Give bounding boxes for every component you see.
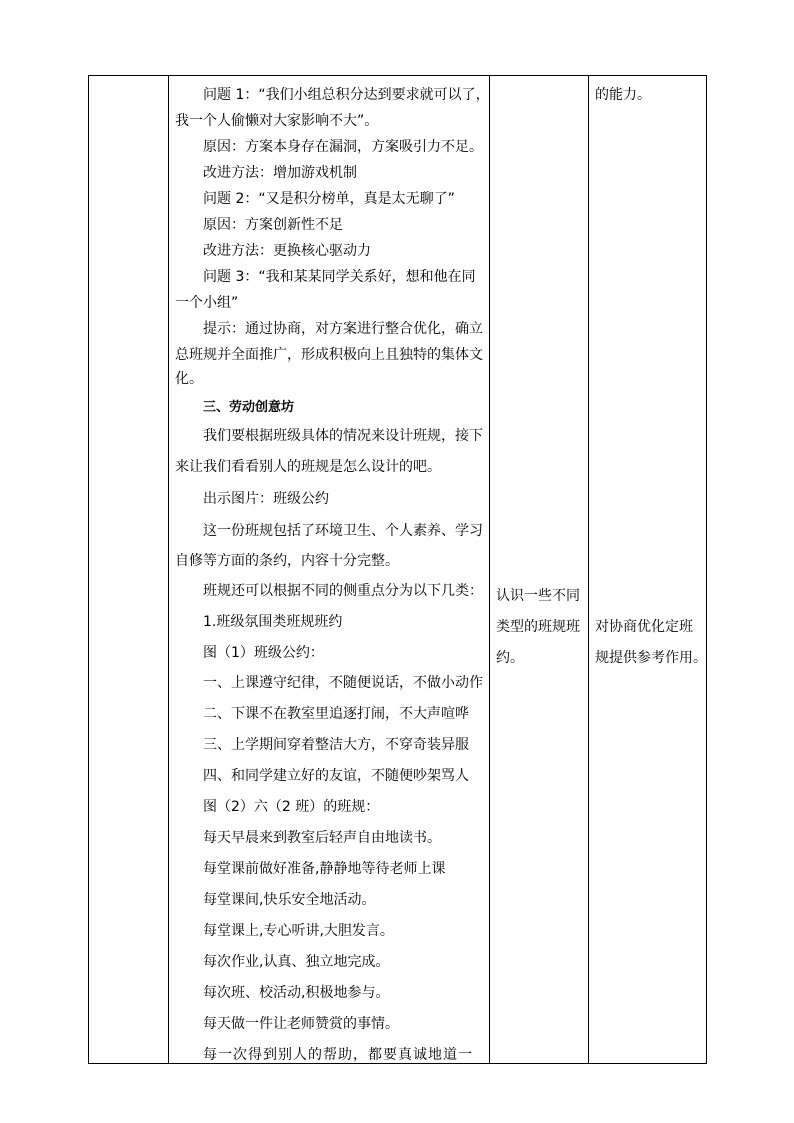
column-divider xyxy=(489,76,490,1063)
text-line: 改进方法：更换核心驱动力 xyxy=(203,243,371,259)
text-line: 我们要根据班级具体的情况来设计班规，接下 xyxy=(203,428,483,444)
text-line: 一个小组” xyxy=(175,295,239,311)
text-line: 我一个人偷懒对大家影响不大”。 xyxy=(175,113,379,129)
text-line: 每天早晨来到教室后轻声自由地读书。 xyxy=(203,830,441,846)
text-line: 原因：方案本身存在漏洞，方案吸引力不足。 xyxy=(203,139,483,155)
text-line: 来让我们看看别人的班规是怎么设计的吧。 xyxy=(175,459,441,475)
text-line: 每一次得到别人的帮助，都要真诚地道一 xyxy=(203,1047,473,1063)
text-line: 每堂课间,快乐安全地活动。 xyxy=(203,892,376,908)
text-line: 出示图片：班级公约 xyxy=(203,491,329,507)
text-line: 提示：通过协商，对方案进行整合优化，确立 xyxy=(203,321,483,337)
text-line: 三、上学期间穿着整洁大方，不穿奇装异服 xyxy=(203,737,469,753)
text-line: 每次作业,认真、独立地完成。 xyxy=(203,954,390,970)
student-activity-line: 认识一些不同 xyxy=(496,588,580,604)
text-line: 改进方法：增加游戏机制 xyxy=(203,165,357,181)
text-line: 每堂课前做好准备,静静地等待老师上课 xyxy=(203,861,446,877)
lesson-plan-table xyxy=(88,75,707,1064)
text-line: 原因：方案创新性不足 xyxy=(203,217,343,233)
text-line: 四、和同学建立好的友谊，不随便吵架骂人 xyxy=(203,768,469,784)
student-activity-line: 类型的班规班 xyxy=(496,619,580,635)
text-line: 这一份班规包括了环境卫生、个人素养、学习 xyxy=(203,523,483,539)
design-intent-line: 对协商优化定班 xyxy=(595,619,693,635)
text-line: 化。 xyxy=(175,371,203,387)
text-line: 二、下课不在教室里追逐打闹，不大声喧哗 xyxy=(203,706,469,722)
text-line: 图（1）班级公约： xyxy=(203,645,324,661)
text-line: 一、上课遵守纪律，不随便说话，不做小动作 xyxy=(203,675,483,691)
column-divider xyxy=(168,76,169,1063)
text-line: 问题 3：“我和某某同学关系好，想和他在同 xyxy=(203,269,476,285)
text-line: 总班规并全面推广，形成积极向上且独特的集体文 xyxy=(175,347,483,363)
text-line: 图（2）六（2 班）的班规： xyxy=(203,799,380,815)
design-intent-top: 的能力。 xyxy=(595,87,651,103)
text-line: 每堂课上,专心听讲,大胆发言。 xyxy=(203,923,394,939)
column-divider xyxy=(588,76,589,1063)
student-activity-line: 约。 xyxy=(496,650,524,666)
design-intent-line: 规提供参考作用。 xyxy=(595,650,707,666)
text-line: 问题 2：“又是积分榜单，真是太无聊了” xyxy=(203,191,455,207)
text-line: 问题 1：“我们小组总积分达到要求就可以了， xyxy=(203,87,490,103)
text-line: 每天做一件让老师赞赏的事情。 xyxy=(203,1016,399,1032)
text-line: 每次班、校活动,积极地参与。 xyxy=(203,985,390,1001)
text-line: 自修等方面的条约，内容十分完整。 xyxy=(175,553,399,569)
text-line: 班规还可以根据不同的侧重点分为以下几类： xyxy=(203,583,483,599)
text-line: 1.班级氛围类班规班约 xyxy=(203,614,343,630)
section-heading: 三、劳动创意坊 xyxy=(203,400,295,415)
